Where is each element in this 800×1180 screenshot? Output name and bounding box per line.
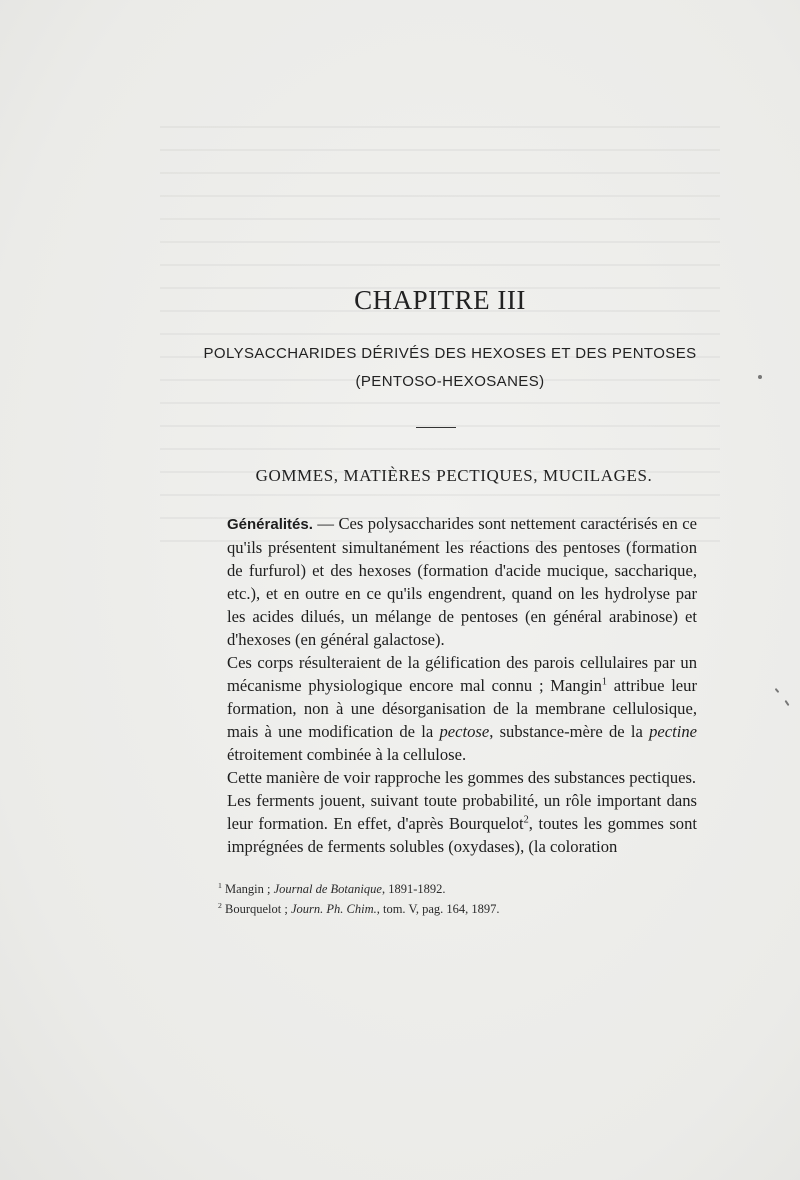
paragraph-text: , substance-mère de la <box>489 722 650 741</box>
footnote-rest: , tom. V, pag. 164, 1897. <box>376 902 500 916</box>
footnotes <box>218 879 698 919</box>
paragraph-rapproche: Cette manière de voir rapproche les gommes des substances pectiques. <box>227 768 697 787</box>
lead-dash: — <box>312 514 339 533</box>
footnote-1 <box>218 879 698 899</box>
footnote-author: Bourquelot ; <box>221 902 291 916</box>
show-through-texture <box>160 110 720 560</box>
paragraph-gelification <box>227 651 697 766</box>
footnote-mark: 2 <box>218 900 222 910</box>
footnote-mark: 1 <box>218 880 222 890</box>
footnote-author: Mangin ; <box>221 882 274 896</box>
footnote-journal: Journal de Botanique <box>273 882 382 896</box>
paragraph-text: , toutes les gommes sont imprégnées de ferments solubles (oxydases), (la coloration <box>227 814 697 856</box>
paper-speck <box>775 688 780 693</box>
paragraph-lead: Généralités. <box>227 516 313 533</box>
term-pectine: pectine <box>649 722 697 741</box>
footnote-rest: , 1891-1892. <box>381 882 446 896</box>
body-text <box>227 512 697 858</box>
paragraph-ferments <box>227 789 697 858</box>
paragraph-text: Ces corps résulteraient de la gélification des parois cellulaires par un mécanisme physiologique encore mal connu ; Mangin <box>227 653 697 695</box>
paragraph-text: attribue leur formation, non à une désorganisation de la membrane cellulosique, mais à une modification de la <box>227 676 697 741</box>
footnote-ref-2: 2 <box>523 814 529 826</box>
chapter-subtitle-line2: (PENTOSO-HEXOSANES) <box>355 373 545 390</box>
section-title: GOMMES, MATIÈRES PECTIQUES, MUCILAGES. <box>255 466 653 485</box>
paragraph-text: Les ferments jouent, suivant toute probabilité, un rôle important dans leur formation. En effet, d'après Bourquelot <box>227 791 697 833</box>
chapter-subtitle-line1: POLYSACCHARIDES DÉRIVÉS DES HEXOSES ET DES PENTOSES <box>203 345 697 362</box>
footnote-ref-1: 1 <box>601 676 608 688</box>
paragraph-text: étroitement combinée à la cellulose. <box>227 745 467 764</box>
chapter-title: CHAPITRE III <box>354 285 526 315</box>
footnote-2 <box>218 899 698 919</box>
paper-speck <box>784 700 789 706</box>
term-pectose: pectose <box>439 722 490 741</box>
paragraph-generalites <box>227 512 697 651</box>
separator-rule <box>416 427 456 428</box>
paper-speck <box>758 375 762 379</box>
footnote-journal: Journ. Ph. Chim. <box>290 902 377 916</box>
paragraph-text: Ces polysaccharides sont nettement caractérisés en ce qu'ils présentent simultanément les réactions des pentoses (formation de furfurol) et des hexoses (formation d'acide mucique, saccharique, etc.), et en outre en ce qu'ils engendrent, quand on les hydrolyse par les acides dilués, un mélange de pentoses (en général arabinose) et d'hexoses (en général galactose). <box>227 514 697 649</box>
